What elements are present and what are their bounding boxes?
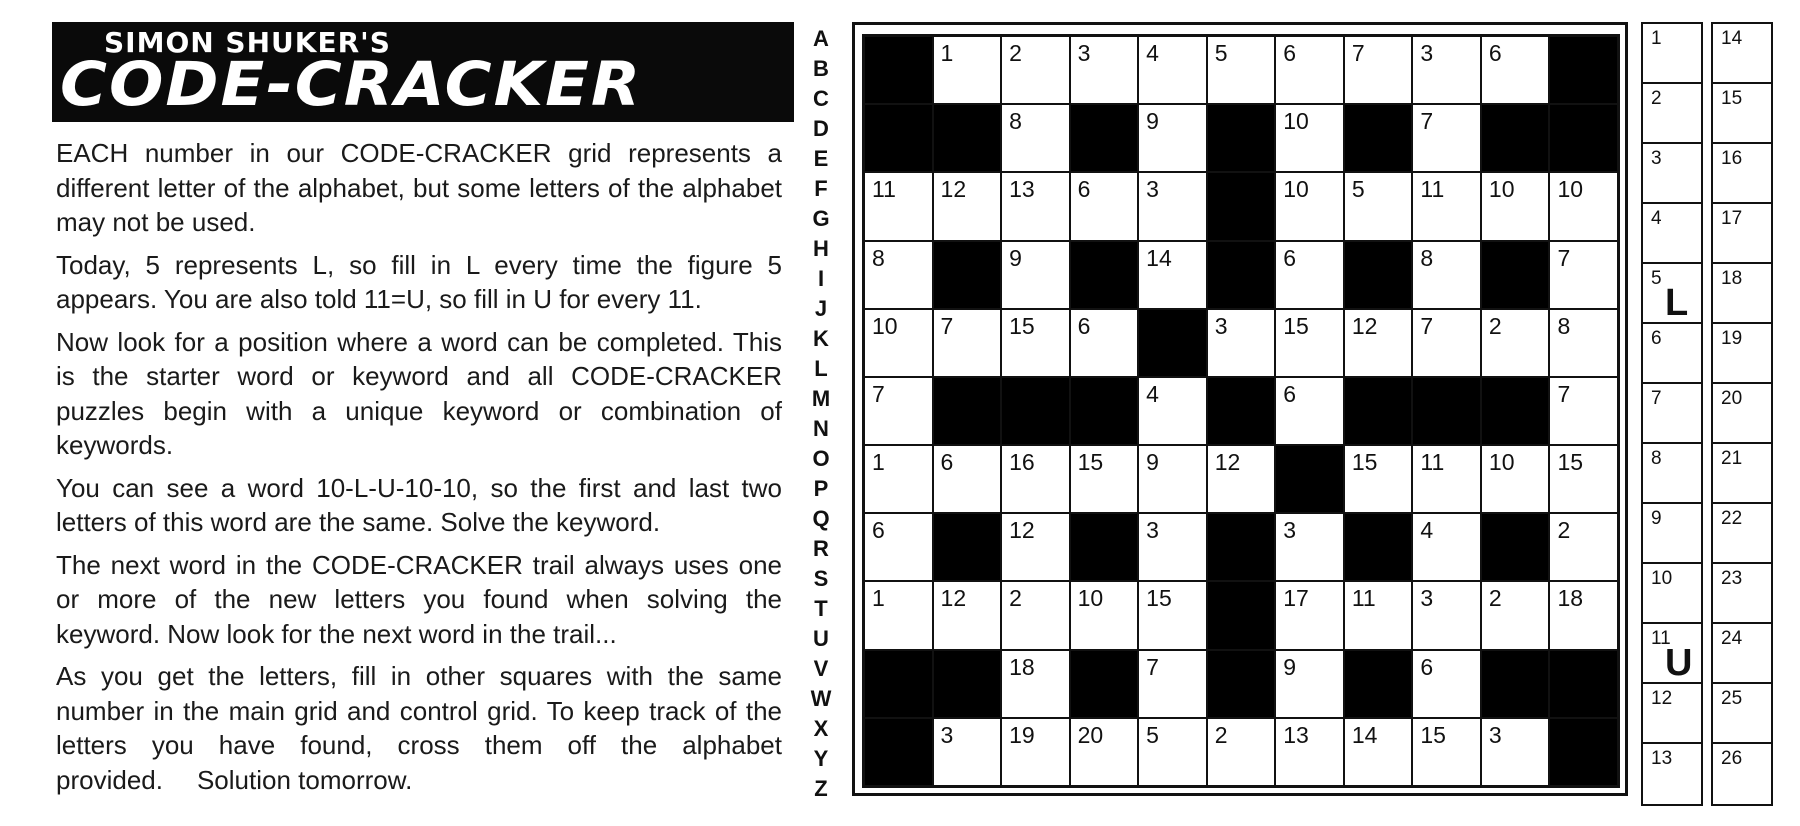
control-number: 12	[1651, 688, 1673, 709]
alphabet-letter[interactable]: F	[814, 176, 828, 201]
grid-cell[interactable]	[864, 172, 933, 240]
control-box[interactable]	[1713, 444, 1771, 504]
grid-cell[interactable]	[1412, 650, 1481, 718]
black-square	[933, 241, 1002, 309]
grid-cell[interactable]	[1138, 513, 1207, 581]
cell-number: 2	[1009, 40, 1022, 66]
control-number: 18	[1721, 268, 1743, 289]
cell-number: 6	[1488, 40, 1502, 66]
black-square	[1070, 377, 1139, 445]
alphabet-letter[interactable]: S	[813, 566, 829, 591]
cell-number: 6	[1077, 176, 1091, 203]
alphabet-letter[interactable]: L	[814, 356, 828, 381]
banner-subtitle: SIMON SHUKER'S	[104, 26, 391, 59]
cell-number: 10	[1077, 585, 1104, 612]
cell-number: 7	[1420, 108, 1434, 135]
control-grid-left	[1641, 22, 1703, 806]
cell-number: 3	[1283, 517, 1297, 544]
black-square	[1207, 650, 1276, 718]
cell-number: 5	[1146, 721, 1159, 748]
control-number: 5	[1651, 268, 1662, 289]
grid-cell[interactable]	[1070, 309, 1139, 377]
grid-cell[interactable]	[1001, 104, 1070, 172]
control-letter: U	[1665, 642, 1693, 684]
alphabet-letter[interactable]: X	[813, 716, 829, 741]
control-number: 10	[1651, 568, 1673, 589]
alphabet-column	[806, 24, 836, 804]
cell-number: 3	[1214, 312, 1228, 339]
grid-cell[interactable]	[933, 172, 1002, 240]
control-number: 15	[1721, 88, 1743, 109]
cell-number: 9	[1009, 244, 1022, 271]
control-number: 26	[1721, 748, 1743, 769]
control-box[interactable]	[1643, 744, 1701, 804]
grid-cell[interactable]	[1138, 241, 1207, 309]
grid-cell[interactable]	[933, 36, 1002, 104]
alphabet-letter[interactable]: U	[813, 626, 829, 651]
cell-number: 7	[1557, 380, 1571, 407]
cell-number: 10	[1557, 176, 1584, 203]
cell-number: 17	[1283, 585, 1309, 612]
cell-number: 2	[1557, 517, 1571, 544]
alphabet-letter[interactable]: M	[811, 386, 831, 411]
grid-cell[interactable]	[1001, 445, 1070, 513]
control-box[interactable]	[1713, 24, 1771, 84]
alphabet-letter[interactable]: Y	[813, 746, 829, 771]
black-square	[1344, 513, 1413, 581]
cell-number: 3	[1146, 517, 1159, 544]
black-square	[1070, 104, 1139, 172]
control-box[interactable]	[1643, 684, 1701, 744]
control-number: 4	[1651, 208, 1662, 229]
grid-cell[interactable]	[1001, 718, 1070, 786]
cell-number: 12	[1214, 449, 1241, 476]
cell-number: 14	[1146, 244, 1172, 271]
black-square	[1481, 650, 1550, 718]
control-box[interactable]	[1643, 384, 1701, 444]
grid-cell[interactable]	[1412, 172, 1481, 240]
cell-number: 9	[1283, 653, 1297, 680]
control-number: 16	[1721, 148, 1743, 169]
grid-cell[interactable]	[1138, 650, 1207, 718]
grid-cell[interactable]	[1138, 104, 1207, 172]
cell-number: 3	[1420, 585, 1434, 612]
black-square	[1138, 309, 1207, 377]
control-number: 20	[1721, 388, 1743, 409]
cell-number: 4	[1146, 40, 1159, 66]
grid-cell[interactable]	[1001, 36, 1070, 104]
cell-number: 3	[940, 721, 954, 748]
alphabet-letter[interactable]: D	[813, 116, 829, 141]
black-square	[933, 650, 1002, 718]
cell-number: 15	[1557, 449, 1584, 476]
control-box[interactable]	[1713, 204, 1771, 264]
cell-number: 5	[1351, 176, 1365, 203]
control-number: 21	[1721, 448, 1743, 469]
black-square	[1207, 377, 1276, 445]
cell-number: 12	[940, 585, 967, 612]
control-number: 2	[1651, 88, 1662, 109]
control-box[interactable]	[1713, 324, 1771, 384]
control-box[interactable]	[1713, 144, 1771, 204]
grid-cell[interactable]	[1275, 718, 1344, 786]
cell-number: 9	[1146, 108, 1159, 135]
cell-number: 5	[1214, 40, 1228, 66]
control-number: 6	[1651, 328, 1662, 349]
black-square	[1344, 650, 1413, 718]
grid-cell[interactable]	[1344, 309, 1413, 377]
cell-number: 15	[1283, 312, 1309, 339]
cell-number: 3	[1146, 176, 1159, 203]
cell-number: 6	[1283, 40, 1297, 66]
instruction-paragraph: Today, 5 represents L, so fill in L every time the figure 5 appears. You are also told 11=U, so fill in U for every 11.	[56, 249, 782, 314]
control-letter: L	[1665, 282, 1689, 324]
grid-cell[interactable]	[1412, 513, 1481, 581]
grid-cell[interactable]	[1275, 104, 1344, 172]
grid-cell[interactable]	[1001, 309, 1070, 377]
grid-cell[interactable]	[1412, 309, 1481, 377]
grid-cell[interactable]	[1207, 309, 1276, 377]
cell-number: 7	[940, 312, 954, 339]
cell-number: 12	[1351, 312, 1378, 339]
grid-cell[interactable]	[1549, 445, 1618, 513]
grid-cell[interactable]	[1412, 241, 1481, 309]
grid-cell[interactable]	[1481, 445, 1550, 513]
grid-cell[interactable]	[864, 309, 933, 377]
control-box[interactable]	[1713, 504, 1771, 564]
cell-number: 18	[1557, 585, 1584, 612]
grid-cell[interactable]	[1138, 581, 1207, 649]
alphabet-letter[interactable]: Z	[814, 776, 828, 801]
grid-cell[interactable]	[1275, 513, 1344, 581]
cell-number: 7	[1557, 244, 1571, 271]
black-square	[1549, 36, 1618, 104]
cell-number: 3	[1077, 40, 1091, 66]
alphabet-letter[interactable]: N	[813, 416, 829, 441]
control-box[interactable]	[1643, 204, 1701, 264]
grid-cell[interactable]	[1549, 513, 1618, 581]
cell-number: 4	[1420, 517, 1434, 544]
black-square	[864, 650, 933, 718]
cell-number: 10	[1283, 176, 1309, 203]
control-box[interactable]	[1713, 624, 1771, 684]
control-box[interactable]	[1713, 84, 1771, 144]
grid-cell[interactable]	[864, 241, 933, 309]
cell-number: 6	[940, 449, 954, 476]
grid-cell[interactable]	[1275, 650, 1344, 718]
cell-number: 8	[1009, 108, 1022, 135]
cell-number: 12	[940, 176, 967, 203]
grid-cell[interactable]	[1001, 513, 1070, 581]
cell-number: 15	[1009, 312, 1035, 339]
black-square	[1207, 104, 1276, 172]
black-square	[1207, 241, 1276, 309]
grid-cell[interactable]	[1001, 172, 1070, 240]
cell-number: 7	[1146, 653, 1159, 680]
grid-cell[interactable]	[1001, 650, 1070, 718]
alphabet-letter[interactable]: K	[813, 326, 829, 351]
control-box[interactable]	[1643, 324, 1701, 384]
control-number: 8	[1651, 448, 1662, 469]
black-square	[1070, 513, 1139, 581]
grid-cell[interactable]	[1549, 241, 1618, 309]
alphabet-letter[interactable]: I	[817, 266, 825, 291]
control-box[interactable]	[1643, 144, 1701, 204]
control-box[interactable]	[1643, 504, 1701, 564]
cell-number: 7	[872, 380, 885, 407]
grid-cell[interactable]	[1412, 104, 1481, 172]
black-square	[1481, 513, 1550, 581]
cell-number: 6	[1283, 380, 1297, 407]
cell-number: 14	[1351, 721, 1378, 748]
grid-cell[interactable]	[1412, 718, 1481, 786]
grid-cell[interactable]	[1001, 581, 1070, 649]
grid-cell[interactable]	[1275, 36, 1344, 104]
control-box[interactable]	[1643, 444, 1701, 504]
puzzle-grid	[862, 34, 1620, 788]
grid-cell[interactable]	[1275, 241, 1344, 309]
cell-number: 10	[1283, 108, 1309, 135]
cell-number: 11	[1420, 176, 1445, 203]
cell-number: 11	[1351, 585, 1376, 612]
cell-number: 11	[1420, 449, 1445, 476]
cell-number: 13	[1009, 176, 1035, 203]
control-number: 19	[1721, 328, 1743, 349]
cell-number: 8	[1420, 244, 1434, 271]
black-square	[1207, 581, 1276, 649]
grid-cell[interactable]	[1549, 172, 1618, 240]
grid-cell[interactable]	[1275, 172, 1344, 240]
grid-cell[interactable]	[1070, 36, 1139, 104]
alphabet-letter[interactable]: A	[813, 26, 829, 51]
grid-cell[interactable]	[1138, 377, 1207, 445]
cell-number: 2	[1488, 585, 1502, 612]
black-square	[1207, 513, 1276, 581]
cell-number: 2	[1488, 312, 1502, 339]
black-square	[864, 718, 933, 786]
cell-number: 10	[1488, 176, 1515, 203]
black-square	[933, 513, 1002, 581]
cell-number: 8	[1557, 312, 1571, 339]
cell-number: 1	[940, 40, 954, 66]
control-number: 14	[1721, 28, 1743, 49]
grid-cell[interactable]	[864, 581, 933, 649]
grid-cell[interactable]	[1412, 581, 1481, 649]
cell-number: 15	[1077, 449, 1104, 476]
grid-cell[interactable]	[1344, 581, 1413, 649]
control-grid-right	[1711, 22, 1773, 806]
cell-number: 19	[1009, 721, 1035, 748]
cell-number: 12	[1009, 517, 1035, 544]
black-square	[1481, 377, 1550, 445]
control-box[interactable]	[1643, 24, 1701, 84]
black-square	[1549, 650, 1618, 718]
black-square	[864, 104, 933, 172]
grid-cell[interactable]	[1070, 172, 1139, 240]
black-square	[933, 104, 1002, 172]
black-square	[1275, 445, 1344, 513]
control-number: 22	[1721, 508, 1743, 529]
grid-cell[interactable]	[1275, 581, 1344, 649]
grid-cell[interactable]	[1275, 309, 1344, 377]
alphabet-letter[interactable]: W	[810, 686, 832, 711]
control-box[interactable]	[1713, 264, 1771, 324]
alphabet-letter[interactable]: O	[812, 446, 830, 471]
grid-cell[interactable]	[1138, 172, 1207, 240]
cell-number: 18	[1009, 653, 1035, 680]
control-box[interactable]	[1713, 384, 1771, 444]
cell-number: 7	[1420, 312, 1434, 339]
grid-cell[interactable]	[1001, 241, 1070, 309]
control-box[interactable]	[1713, 564, 1771, 624]
alphabet-letter[interactable]: R	[813, 536, 829, 561]
instruction-paragraph: Now look for a position where a word can be completed. This is the starter word or keyword and all CODE-CRACKER puzzles begin with a unique keyword or combination of keywords.	[56, 326, 782, 460]
cell-number: 15	[1351, 449, 1378, 476]
alphabet-letter[interactable]: Q	[812, 506, 830, 531]
grid-cell[interactable]	[1344, 718, 1413, 786]
black-square	[1549, 718, 1618, 786]
grid-cell[interactable]	[1138, 36, 1207, 104]
grid-cell[interactable]	[1481, 309, 1550, 377]
cell-number: 13	[1283, 721, 1309, 748]
control-number: 13	[1651, 748, 1673, 769]
cell-number: 9	[1146, 449, 1159, 476]
alphabet-letter[interactable]: C	[813, 86, 829, 111]
black-square	[1344, 377, 1413, 445]
cell-number: 3	[1488, 721, 1502, 748]
title-banner	[52, 22, 794, 122]
control-box[interactable]	[1643, 264, 1701, 324]
grid-cell[interactable]	[864, 377, 933, 445]
grid-cell[interactable]	[864, 445, 933, 513]
grid-cell[interactable]	[933, 309, 1002, 377]
cell-number: 10	[872, 312, 898, 339]
control-number: 25	[1721, 688, 1743, 709]
grid-cell[interactable]	[1549, 309, 1618, 377]
black-square	[1549, 104, 1618, 172]
control-number: 24	[1721, 628, 1743, 649]
grid-cell[interactable]	[1412, 445, 1481, 513]
black-square	[933, 377, 1002, 445]
control-number: 9	[1651, 508, 1662, 529]
black-square	[1412, 377, 1481, 445]
cell-number: 15	[1420, 721, 1446, 748]
cell-number: 16	[1009, 449, 1035, 476]
control-number: 23	[1721, 568, 1743, 589]
grid-cell[interactable]	[1275, 377, 1344, 445]
grid-cell[interactable]	[1070, 581, 1139, 649]
black-square	[1001, 377, 1070, 445]
alphabet-letter[interactable]: E	[813, 146, 829, 171]
solution-note: Solution tomorrow.	[196, 764, 413, 795]
grid-cell[interactable]	[933, 581, 1002, 649]
instruction-paragraph: You can see a word 10-L-U-10-10, so the first and last two letters of this word are the same. Solve the keyword.	[56, 472, 782, 537]
grid-cell[interactable]	[1207, 445, 1276, 513]
grid-cell[interactable]	[1549, 581, 1618, 649]
black-square	[1070, 650, 1139, 718]
cell-number: 7	[1351, 40, 1365, 66]
cell-number: 1	[872, 585, 885, 612]
cell-number: 2	[1009, 585, 1022, 612]
cell-number: 6	[1420, 653, 1434, 680]
alphabet-letter[interactable]: V	[813, 656, 829, 681]
control-number: 7	[1651, 388, 1662, 409]
grid-cell[interactable]	[1344, 445, 1413, 513]
cell-number: 8	[872, 244, 885, 271]
grid-cell[interactable]	[1207, 718, 1276, 786]
grid-cell[interactable]	[1481, 718, 1550, 786]
cell-number: 6	[1077, 312, 1091, 339]
grid-cell[interactable]	[1138, 718, 1207, 786]
black-square	[1481, 241, 1550, 309]
cell-number: 2	[1214, 721, 1228, 748]
alphabet-letter[interactable]: T	[814, 596, 828, 621]
grid-cell[interactable]	[1070, 718, 1139, 786]
alphabet-letter[interactable]: J	[814, 296, 828, 321]
cell-number: 20	[1077, 721, 1104, 748]
black-square	[864, 36, 933, 104]
alphabet-letter[interactable]: B	[813, 56, 829, 81]
grid-cell[interactable]	[1549, 377, 1618, 445]
grid-cell[interactable]	[1070, 445, 1139, 513]
control-number: 11	[1651, 628, 1671, 649]
cell-number: 3	[1420, 40, 1434, 66]
black-square	[1070, 241, 1139, 309]
black-square	[1207, 172, 1276, 240]
alphabet-letter[interactable]: H	[813, 236, 829, 261]
control-number: 17	[1721, 208, 1743, 229]
cell-number: 11	[872, 176, 896, 203]
black-square	[1344, 241, 1413, 309]
instruction-paragraph: EACH number in our CODE-CRACKER grid represents a different letter of the alphabet, but some letters of the alphabet may not be used.	[56, 138, 782, 237]
alphabet-letter[interactable]: P	[813, 476, 829, 501]
cell-number: 6	[872, 517, 885, 544]
cell-number: 10	[1488, 449, 1515, 476]
cell-number: 4	[1146, 380, 1159, 407]
grid-cell[interactable]	[1344, 172, 1413, 240]
grid-cell[interactable]	[1412, 36, 1481, 104]
banner-title: CODE-CRACKER	[60, 50, 643, 121]
control-number: 1	[1651, 28, 1662, 49]
control-number: 3	[1651, 148, 1662, 169]
instructions-panel	[56, 136, 782, 805]
black-square	[1481, 104, 1550, 172]
cell-number: 1	[872, 449, 885, 476]
cell-number: 15	[1146, 585, 1172, 612]
instruction-paragraph: The next word in the CODE-CRACKER trail always uses one or more of the new letters you found when solving the keyword. Now look for the next word in the trail...	[56, 549, 782, 649]
alphabet-letter[interactable]: G	[812, 206, 830, 231]
grid-cell[interactable]	[1481, 172, 1550, 240]
instruction-paragraph	[56, 659, 782, 797]
control-box[interactable]	[1643, 84, 1701, 144]
grid-cell[interactable]	[1344, 36, 1413, 104]
grid-cell[interactable]	[1481, 581, 1550, 649]
grid-cell[interactable]	[933, 718, 1002, 786]
cell-number: 6	[1283, 244, 1297, 271]
grid-cell[interactable]	[864, 513, 933, 581]
grid-cell[interactable]	[1207, 36, 1276, 104]
control-box[interactable]	[1713, 744, 1771, 804]
grid-cell[interactable]	[1138, 445, 1207, 513]
grid-cell[interactable]	[933, 445, 1002, 513]
grid-cell[interactable]	[1481, 36, 1550, 104]
instruction-text: As you get the letters, fill in other squares with the same number in the main grid and control grid. To keep track of the letters you have found, cross them off the alphabet provided.	[56, 661, 782, 795]
control-box[interactable]	[1643, 564, 1701, 624]
control-box[interactable]	[1643, 624, 1701, 684]
black-square	[1344, 104, 1413, 172]
control-box[interactable]	[1713, 684, 1771, 744]
